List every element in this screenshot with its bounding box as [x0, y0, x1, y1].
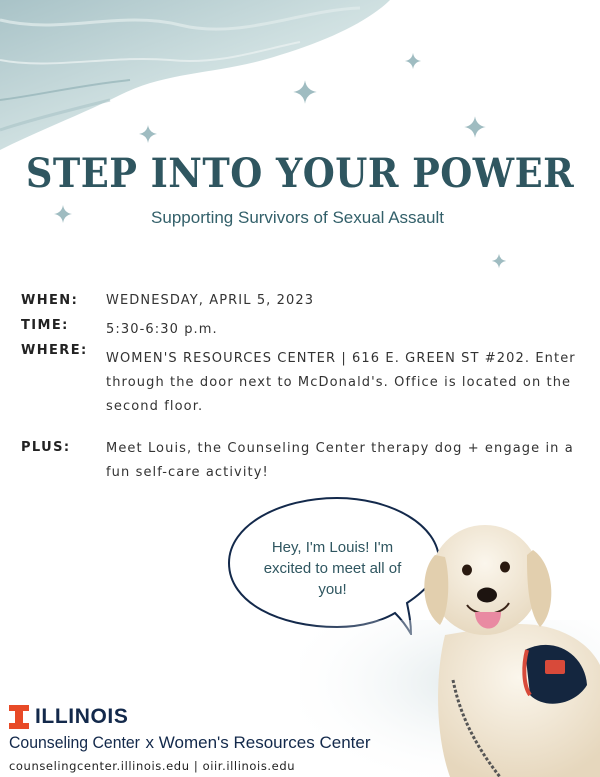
illinois-logo — [9, 705, 128, 729]
partner-line — [9, 733, 371, 753]
sparkle-icon — [404, 52, 422, 70]
plus-label: PLUS: — [21, 440, 71, 455]
illinois-block-i-icon — [9, 705, 29, 729]
counseling-center-name: Counseling Center — [9, 733, 140, 752]
speech-bubble-text: Hey, I'm Louis! I'm excited to meet all of you! — [263, 539, 402, 598]
time-label: TIME: — [21, 318, 69, 333]
womens-center-name: Women's Resources Center — [158, 733, 371, 752]
sparkle-icon — [491, 253, 507, 269]
flyer-subtitle: Supporting Survivors of Sexual Assault — [151, 208, 444, 227]
website-links: counselingcenter.illinois.edu | oiir.illinois.edu — [9, 759, 296, 773]
illinois-logo-text: ILLINOIS — [35, 705, 129, 728]
sparkle-icon — [138, 124, 158, 144]
partner-connector: x — [140, 733, 159, 752]
plus-value: Meet Louis, the Counseling Center therapy dog + engage in a fun self-care activity! — [106, 441, 574, 480]
time-value: 5:30-6:30 p.m. — [106, 322, 218, 337]
where-label: WHERE: — [21, 343, 88, 358]
flyer-title: STEP INTO YOUR POWER — [25, 150, 575, 197]
when-label: WHEN: — [21, 293, 79, 308]
dog-photo — [405, 515, 600, 777]
where-value: WOMEN'S RESOURCES CENTER | 616 E. GREEN ST #202. Enter through the door next to McDonald's. Office is located on the second floor. — [106, 351, 576, 414]
sparkle-icon — [292, 79, 318, 105]
when-value: WEDNESDAY, APRIL 5, 2023 — [106, 293, 315, 308]
sparkle-icon — [463, 115, 487, 139]
